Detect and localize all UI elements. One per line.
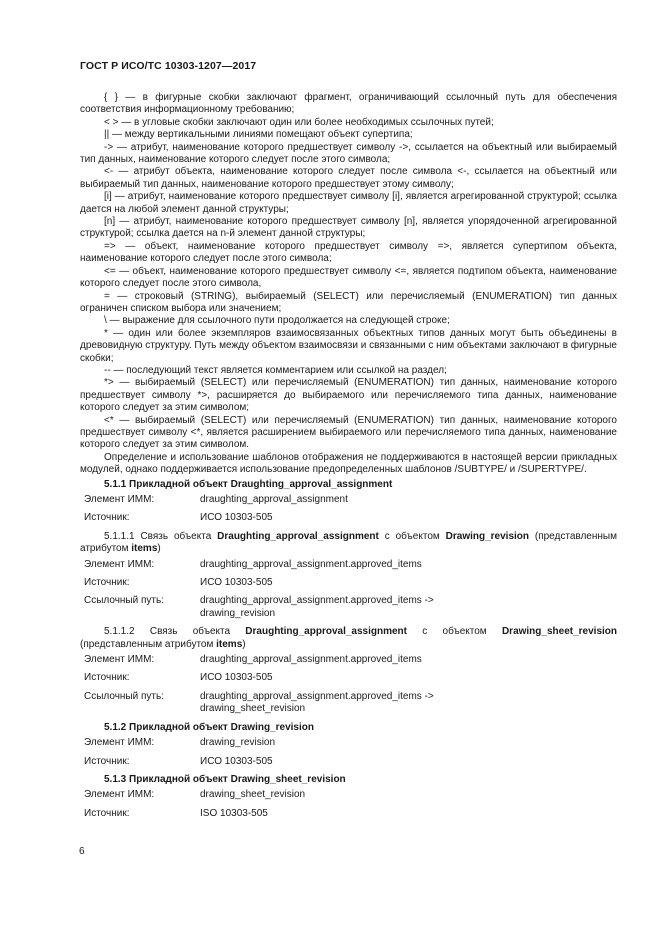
page-number: 6 <box>79 846 85 857</box>
row-value: ИСО 10303-505 <box>200 512 273 524</box>
row-value: ISO 10303-505 <box>200 807 268 819</box>
row-value: draughting_approval_assignment <box>200 494 348 505</box>
notation-item: = — строковый (STRING), выбираемый (SELECT) или перечисляемый (ENUMERATION) тип данных ограничен списком выбора или значением; <box>80 290 617 314</box>
notation-list <box>80 92 617 452</box>
document-header: ГОСТ Р ИСО/ТС 10303-1207—2017 <box>80 60 257 72</box>
notation-item: [i] — атрибут, наименование которого предшествует символу [i], является агрегированной структурой; ссылка дается на любой элемент данной структуры; <box>80 191 617 215</box>
mapping-row <box>80 654 617 666</box>
mapping-row <box>80 789 617 801</box>
row-value: ИСО 10303-505 <box>200 755 273 767</box>
section-heading-5-1-2: 5.1.2 Прикладной объект Drawing_revision <box>104 721 314 733</box>
mapping-row <box>80 512 617 524</box>
mapping-row <box>80 595 617 620</box>
row-label: Ссылочный путь: <box>84 595 164 607</box>
notation-item: || — между вертикальными линиями помещают объект супертипа; <box>104 129 413 141</box>
mapping-row <box>80 577 617 589</box>
row-value: ИСО 10303-505 <box>200 577 273 589</box>
row-label: Элемент ИММ: <box>84 558 155 570</box>
mapping-row <box>80 808 617 820</box>
row-label: Элемент ИММ: <box>84 494 155 505</box>
row-label: Источник: <box>84 807 130 819</box>
notation-item: => — объект, наименование которого предшествует символу =>, является супертипом объекта, наименование которого следует после этого символа; <box>80 240 617 265</box>
row-value: draughting_approval_assignment.approved_items <box>200 654 422 666</box>
mapping-row <box>80 756 617 768</box>
mapping-row <box>80 737 617 749</box>
mapping-row <box>80 494 617 506</box>
row-label: Элемент ИММ: <box>84 789 155 801</box>
notation-item: * — один или более экземпляров взаимосвязанных объектных типов данных могут быть объединены в древовидную структуру. Путь между объектом взаимосвязи и связанными с ним объектами заключают в фигурные скобки; <box>80 327 617 364</box>
definition-note: Определение и использование шаблонов отображения не поддерживаются в настоящей версии прикладных модулей, однако поддерживается использование предопределенных шаблонов /SUBTYPE/ и /SUPERTYPE/. <box>80 451 617 476</box>
document-body <box>80 92 617 826</box>
notation-item: \ — выражение для ссылочного пути продолжается на следующей строке; <box>104 315 450 327</box>
row-value: draughting_approval_assignment.approved_items <box>200 558 422 570</box>
notation-item: -> — атрибут, наименование которого предшествует символу ->, ссылается на объектный или выбираемый тип данных, наименование которого следует после этого символа; <box>80 141 617 166</box>
notation-item: [n] — атрибут, наименование которого предшествует символу [n], является упорядоченной агрегированной структурой; ссылка дается на n-й элемент данной структуры; <box>80 216 617 240</box>
notation-item: <- — атрибут объекта, наименование которого следует после символа <-, ссылается на объектный или выбираемый тип данных, наименование которого предшествует этому символу; <box>80 166 617 190</box>
row-label: Элемент ИММ: <box>84 737 155 749</box>
row-label: Источник: <box>84 512 130 524</box>
row-value: draughting_approval_assignment.approved_items -> drawing_revision <box>200 595 434 619</box>
mapping-row <box>80 672 617 684</box>
notation-item: *> — выбираемый (SELECT) или перечисляемый (ENUMERATION) тип данных, наименование которого предшествует символу *>, расширяется до выбираемого или перечисляемого типа данных, наименование которого следует за этим символом; <box>80 377 617 414</box>
notation-item: <= — объект, наименование которого предшествует символу <=, является подтипом объекта, наименование которого следует после этого символа, <box>80 265 617 290</box>
section-heading-5-1-3: 5.1.3 Прикладной объект Drawing_sheet_revision <box>104 773 346 785</box>
row-label: Источник: <box>84 755 130 767</box>
notation-item: < > — в угловые скобки заключают один или более необходимых ссылочных путей; <box>104 116 494 128</box>
notation-item: -- — последующий текст является комментарием или ссылкой на раздел; <box>104 364 447 376</box>
section-heading-5-1-1: 5.1.1 Прикладной объект Draughting_approval_assignment <box>104 478 393 490</box>
row-label: Ссылочный путь: <box>84 690 164 702</box>
row-label: Источник: <box>84 577 130 589</box>
row-value: drawing_revision <box>200 737 276 749</box>
notation-item: { } — в фигурные скобки заключают фрагмент, ограничивающий ссылочный путь для обеспечения соответствия информационному требованию; <box>80 92 617 116</box>
notation-item: <* — выбираемый (SELECT) или перечисляемый (ENUMERATION) тип данных, наименование которого предшествует символу <*, является расширением выбираемого или перечисляемого типа данных, наименование которого следует за этим символом. <box>80 414 617 451</box>
row-value: drawing_sheet_revision <box>200 789 306 801</box>
section-heading-5-1-1-1: 5.1.1.1 Связь объекта Draughting_approval_assignment с объектом Drawing_revision (представленным атрибутом items) <box>80 530 617 555</box>
row-label: Источник: <box>84 672 130 684</box>
mapping-row <box>80 559 617 571</box>
row-value: ИСО 10303-505 <box>200 672 273 684</box>
row-label: Элемент ИММ: <box>84 654 155 666</box>
row-value: draughting_approval_assignment.approved_items -> drawing_sheet_revision <box>200 690 434 715</box>
mapping-row <box>80 691 617 716</box>
section-heading-5-1-1-2: 5.1.1.2 Связь объекта Draughting_approval_assignment с объектом Drawing_sheet_revision (представленным атрибутом items) <box>80 626 617 650</box>
